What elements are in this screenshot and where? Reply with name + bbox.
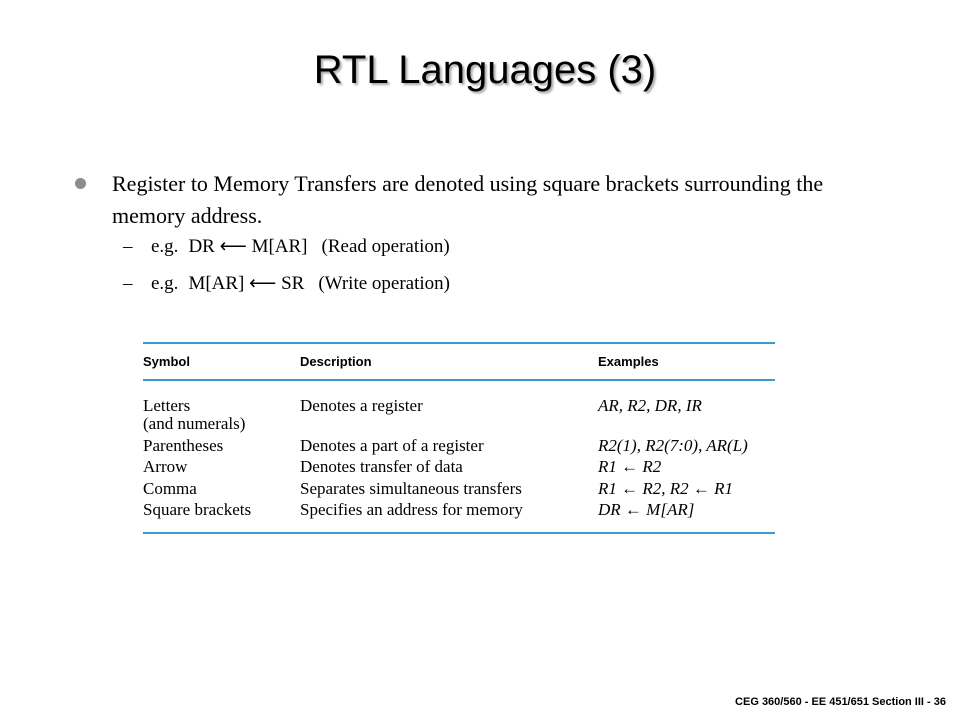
dash-icon: – [123, 273, 133, 294]
cell-example: R1 ← R2 [598, 457, 662, 476]
cell-symbol: Comma [143, 479, 197, 498]
sub-item-note: (Read operation) [321, 236, 450, 257]
cell-description: Denotes a part of a register [300, 436, 484, 455]
cell-example: DR ← M[AR] [598, 500, 695, 519]
sub-item-prefix: e.g. [151, 273, 179, 294]
table-top-rule [143, 342, 775, 344]
sub-item-write [123, 271, 450, 297]
sub-item-note: (Write operation) [318, 273, 451, 294]
cell-symbol: Square brackets [143, 500, 252, 519]
cell-symbol: Arrow [143, 457, 188, 476]
cell-example: R2(1), R2(7:0), AR(L) [598, 436, 748, 455]
cell-symbol-continued: (and numerals) [143, 414, 246, 433]
cell-example: R1 ← R2, R2 ← R1 [598, 479, 734, 498]
sub-item-expression: M[AR] ⟵ SR [188, 273, 305, 294]
cell-example: AR, R2, DR, IR [598, 396, 702, 415]
sub-item-prefix: e.g. [151, 236, 179, 257]
header-examples: Examples [598, 354, 659, 369]
cell-description: Specifies an address for memory [300, 500, 523, 519]
header-symbol: Symbol [143, 354, 190, 369]
slide-title: RTL Languages (3) [313, 48, 657, 92]
cell-symbol: Letters [143, 396, 191, 415]
dash-icon: – [123, 236, 133, 257]
slide-footer: CEG 360/560 - EE 451/651 Section III - 36 [735, 696, 946, 708]
header-description: Description [300, 354, 372, 369]
table-header-rule [143, 379, 775, 381]
table-bottom-rule [143, 532, 775, 534]
cell-description: Denotes transfer of data [300, 457, 463, 476]
bullet-dot-icon [75, 178, 86, 189]
cell-description: Denotes a register [300, 396, 423, 415]
cell-symbol: Parentheses [143, 436, 224, 455]
rtl-symbol-table [143, 342, 775, 536]
sub-item-expression: DR ⟵ M[AR] [188, 236, 308, 257]
sub-item-read [123, 234, 450, 260]
cell-description: Separates simultaneous transfers [300, 479, 522, 498]
bullet-text: Register to Memory Transfers are denoted using square brackets surrounding the memory address. [112, 171, 824, 228]
